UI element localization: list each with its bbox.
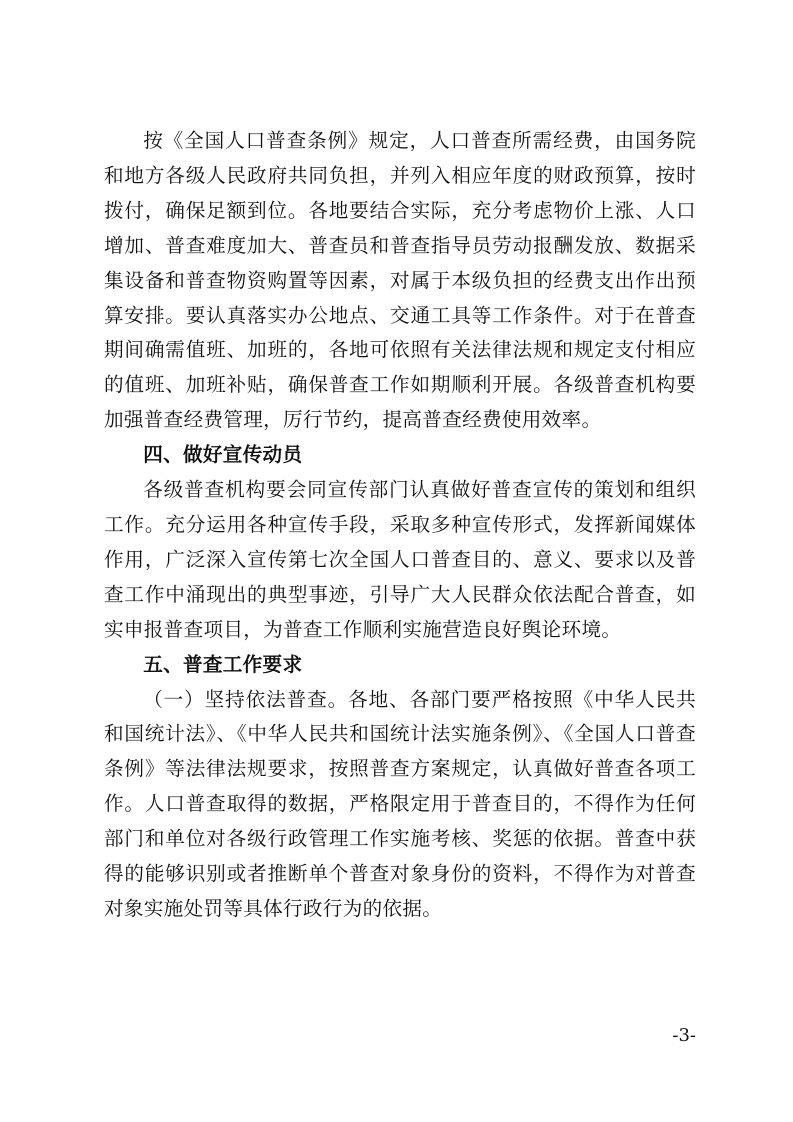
paragraph-publicity: 各级普查机构要会同宣传部门认真做好普查宣传的策划和组织工作。充分运用各种宣传手段，采取多种宣传形式，发挥新闻媒体作用，广泛深入宣传第七次全国人口普查目的、意义、要求以及普查工作中涌现出的典型事迹，引导广大人民群众依法配合普查，如实申报普查项目，为普查工作顺利实施营造良好舆论环境。 xyxy=(104,478,696,641)
paragraph-funding: 按《全国人口普查条例》规定，人口普查所需经费，由国务院和地方各级人民政府共同负担，并列入相应年度的财政预算，按时拨付，确保足额到位。各地要结合实际，充分考虑物价上涨、人口增加、普查难度加大、普查员和普查指导员劳动报酬发放、数据采集设备和普查物资购置等因素，对属于本级负担的经费支出作出预算安排。要认真落实办公地点、交通工具等工作条件。对于在普查期间确需值班、加班的，各地可依照有关法律法规和规定支付相应的值班、加班补贴，确保普查工作如期顺利开展。各级普查机构要加强普查经费管理，厉行节约，提高普查经费使用效率。 xyxy=(104,129,696,432)
section-heading-publicity: 四、做好宣传动员 xyxy=(143,443,303,467)
paragraph-requirements: （一）坚持依法普查。各地、各部门要严格按照《中华人民共和国统计法》、《中华人民共和国统计法实施条例》、《全国人口普查条例》等法律法规要求，按照普查方案规定，认真做好普查各项工作。人口普查取得的数据，严格限定用于普查目的，不得作为任何部门和单位对各级行政管理工作实施考核、奖惩的依据。普查中获得的能够识别或者推断单个普查对象身份的资料，不得作为对普查对象实施处罚等具体行政行为的依据。 xyxy=(104,687,696,920)
page-number: -3- xyxy=(672,1025,696,1046)
document-body xyxy=(104,124,696,927)
section-heading-requirements: 五、普查工作要求 xyxy=(143,652,303,676)
